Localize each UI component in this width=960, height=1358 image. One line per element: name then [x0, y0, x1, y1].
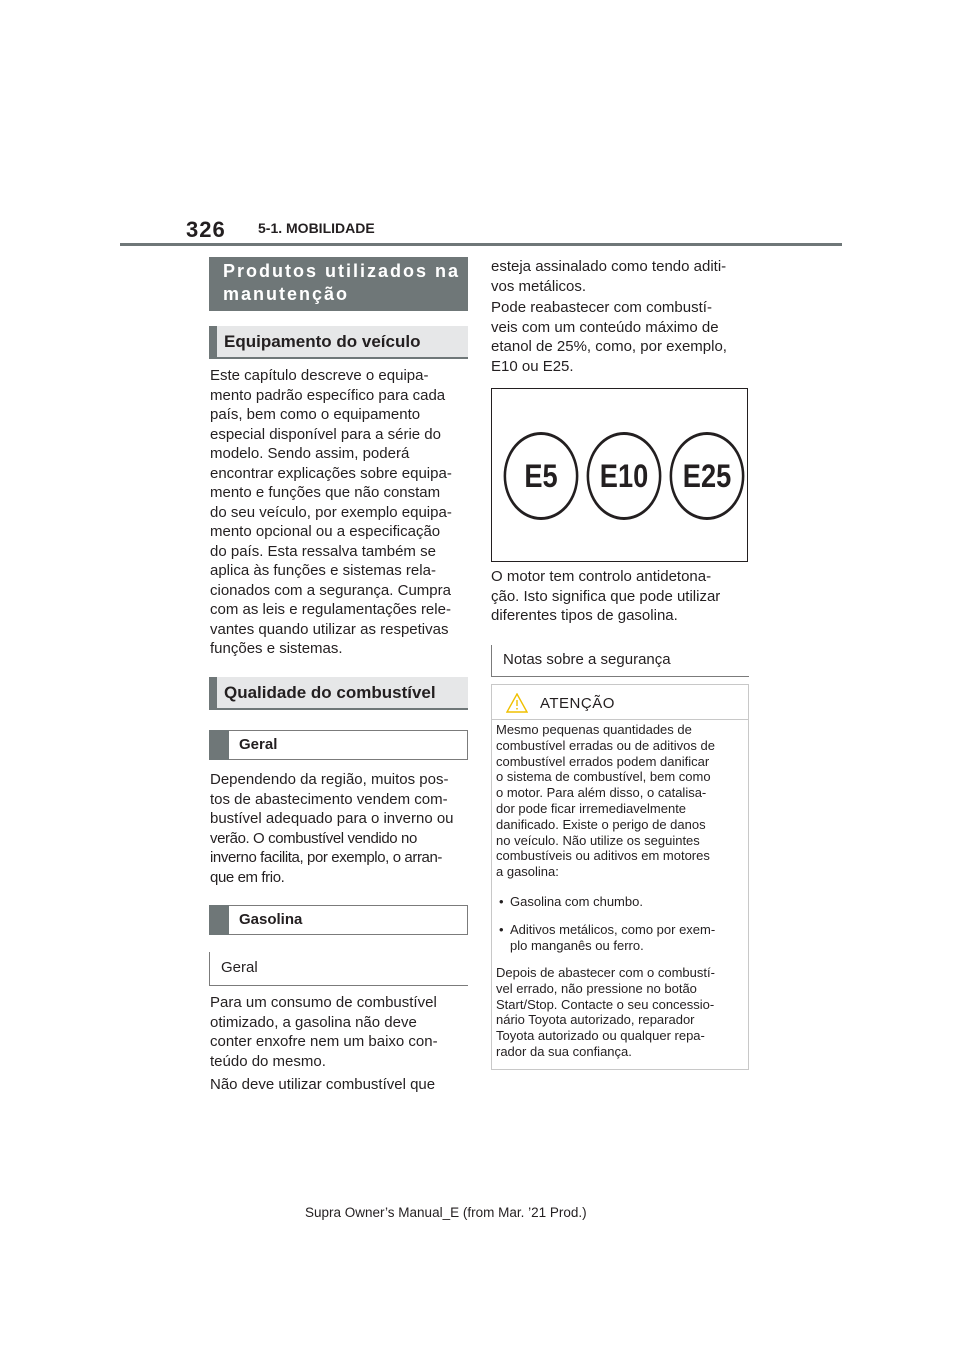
text-line: combustíveis ou aditivos em motores: [496, 848, 710, 864]
heading-notas-seguranca: Notas sobre a segurança: [491, 645, 749, 677]
heading-qualidade-combustivel: Qualidade do combustível: [209, 677, 468, 710]
text-line: etanol de 25%, como, por exemplo,: [491, 338, 727, 355]
text-line: conter enxofre nem um baixo con-: [210, 1033, 438, 1050]
text-line: Gasolina com chumbo.: [510, 894, 643, 909]
text-line: o sistema de combustível, bem como: [496, 769, 711, 785]
text-line: especial disponível para a série do: [210, 425, 441, 443]
paragraph-metalicos-end: [491, 257, 749, 296]
text-line: dor pode ficar irremediavelmente: [496, 800, 687, 816]
text-line: do seu veículo, por exemplo equipa-: [210, 503, 452, 521]
text-line: com as leis e regulamentações rele-: [210, 601, 451, 618]
text-line: Toyota autorizado ou qualquer repa-: [496, 1028, 705, 1044]
text-line: bustível adequado para o inverno ou: [210, 810, 454, 827]
subheading-geral: Geral: [209, 730, 468, 760]
text-line: inverno facilita, por exemplo, o arran-: [210, 849, 443, 866]
text-line: Mesmo pequenas quantidades de: [496, 722, 692, 737]
text-line: danificado. Existe o perigo de danos: [496, 816, 706, 832]
text-line: verão. O combustível vendido no: [210, 829, 417, 847]
warning-bullet-chumbo: [496, 894, 746, 910]
text-line: veis com um conteúdo máximo de: [491, 318, 719, 336]
heading-equipamento: Equipamento do veículo: [209, 326, 468, 359]
paragraph-metalicos-start: Não deve utilizar combustível que: [210, 1076, 436, 1093]
text-line: plo manganês ou ferro.: [510, 937, 644, 953]
subheading-gasolina: Gasolina: [209, 905, 468, 935]
text-line: nário Toyota autorizado, reparador: [496, 1012, 695, 1028]
text-line: E10 ou E25.: [491, 357, 574, 375]
section-label: 5-1. MOBILIDADE: [258, 220, 375, 236]
text-line: país, bem como o equipamento: [210, 406, 421, 423]
text-line: o motor. Para além disso, o catalisa-: [496, 785, 707, 801]
fuel-labels-figure: [491, 388, 748, 562]
warning-box: [491, 684, 749, 1070]
text-line: Este capítulo descreve o equipa-: [210, 367, 429, 384]
minor-heading-geral: Geral: [209, 952, 468, 986]
warning-intro: [496, 722, 746, 880]
text-line: mento padrão específico para cada: [210, 386, 446, 404]
text-line: cionados com a segurança. Cumpra: [210, 581, 451, 599]
warning-after: [496, 965, 746, 1060]
text-line: rador da sua confiança.: [496, 1043, 632, 1059]
text-line: tos de abastecimento vendem com-: [210, 790, 448, 808]
text-line: diferentes tipos de gasolina.: [491, 607, 678, 624]
banner-line: Produtos utilizados na: [223, 261, 461, 281]
text-line: no veículo. Não utilize os seguintes: [496, 832, 700, 848]
text-line: vel errado, não pressione no botão: [496, 980, 697, 996]
fuel-label-e25: E25: [670, 432, 745, 520]
text-line: otimizado, a gasolina não deve: [210, 1013, 417, 1031]
text-line: aplica às funções e sistemas rela-: [210, 562, 436, 579]
text-line: que em frio.: [210, 868, 285, 886]
page-number: 326: [186, 217, 226, 242]
text-line: teúdo do mesmo.: [210, 1052, 326, 1070]
text-line: combustível errados podem danificar: [496, 753, 710, 769]
paragraph-etanol: [491, 298, 749, 376]
text-line: Aditivos metálicos, como por exem-: [510, 922, 716, 937]
text-line: Start/Stop. Contacte o seu concessio-: [496, 996, 715, 1012]
paragraph-geral: [210, 770, 466, 887]
text-line: mento e funções que não constam: [210, 484, 441, 501]
text-line: O motor tem controlo antidetona-: [491, 568, 712, 585]
paragraph-equipamento: [210, 366, 466, 659]
warning-triangle-icon: [506, 693, 528, 713]
paragraph-gasolina: [210, 993, 466, 1071]
paragraph-antidetonacao: [491, 567, 749, 626]
text-line: vantes quando utilizar as respetivas: [210, 620, 449, 638]
text-line: esteja assinalado como tendo aditi-: [491, 258, 727, 275]
fuel-label-e5: E5: [504, 432, 579, 520]
bullet-icon: •: [499, 894, 504, 909]
text-line: combustível erradas ou de aditivos de: [496, 737, 715, 753]
text-line: encontrar explicações sobre equipa-: [210, 464, 452, 482]
text-line: mento opcional ou a especificação: [210, 523, 441, 540]
text-line: vos metálicos.: [491, 277, 587, 295]
text-line: Pode reabastecer com combustí-: [491, 299, 712, 316]
text-line: do país. Esta ressalva também se: [210, 542, 436, 560]
text-line: Para um consumo de combustível: [210, 994, 437, 1011]
bullet-icon: •: [499, 922, 504, 937]
text-line: Dependendo da região, muitos pos-: [210, 771, 449, 788]
text-line: Depois de abastecer com o combustí-: [496, 965, 715, 980]
text-line: a gasolina:: [496, 864, 559, 880]
text-line: ção. Isto significa que pode utilizar: [491, 587, 721, 605]
header-rule: [120, 243, 842, 246]
warning-bullet-metalicos: [496, 922, 746, 954]
warning-header: [492, 685, 748, 720]
chapter-banner: [209, 257, 468, 311]
footer-manual-title: Supra Owner’s Manual_E (from Mar. ’21 Prod.): [305, 1205, 587, 1220]
banner-line: manutenção: [223, 284, 350, 304]
warning-title: ATENÇÃO: [540, 695, 615, 712]
text-line: funções e sistemas.: [210, 640, 343, 657]
fuel-label-e10: E10: [587, 432, 662, 520]
text-line: modelo. Sendo assim, poderá: [210, 445, 410, 462]
